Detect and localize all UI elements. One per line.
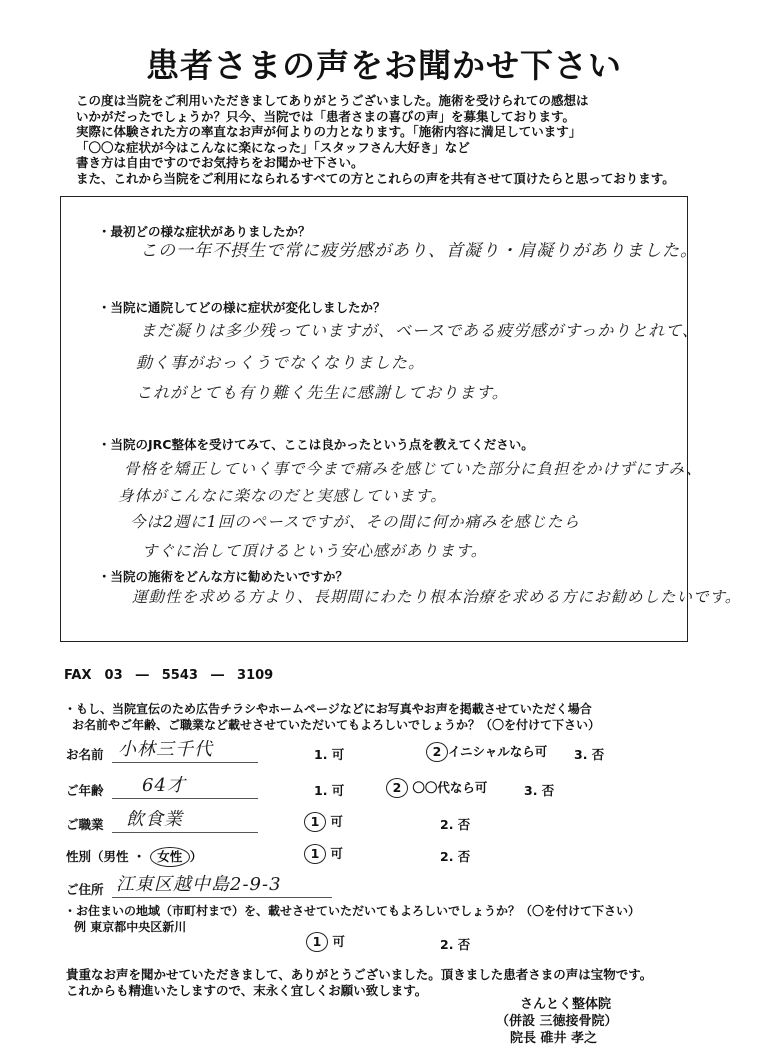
job-label: ご職業 (66, 817, 104, 832)
name-underline (112, 762, 258, 763)
intro-line: また、これから当院をご利用になられるすべての方とこれらの声を共有させて頂けたらと思っております。 (76, 170, 675, 186)
age-option-1[interactable]: 1. 可 (314, 783, 345, 798)
name-label: お名前 (66, 747, 104, 762)
gender-option-2[interactable]: 2. 否 (440, 849, 471, 864)
answer-4-line-1: 運動性を求める方より、長期間にわたり根本治療を求める方にお勧めしたいです。 (132, 588, 742, 606)
intro-line: 書き方は自由ですのでお気持ちをお聞かせ下さい。 (76, 155, 364, 171)
name-option-2[interactable] (426, 742, 547, 762)
intro-line: この度は当院をご利用いただきましてありがとうございました。施術を受けられての感想は (76, 93, 589, 108)
answer-3-line-1: 骨格を矯正していく事で今まで痛みを感じていた部分に負担をかけずにすみ、 (124, 460, 703, 478)
gender-close: ） (189, 849, 203, 864)
age-option-2[interactable] (386, 778, 487, 798)
intro-line: いかがだったでしょうか？只今、当院では「患者さまの喜びの声」を募集しております。 (76, 108, 576, 124)
answer-2-line-1: まだ凝りは多少残っていますが、ベースである疲労感がすっかりとれて、 (140, 321, 699, 340)
name-option-1[interactable]: 1. 可 (314, 747, 345, 762)
question-2-label: ・当院に通院してどの様に症状が変化しましたか？ (98, 300, 386, 315)
gender-option-1-text: 可 (330, 846, 343, 861)
region-example-value: 東京都中央区新川 (90, 920, 187, 934)
answer-3-line-4: すぐに治して頂けるという安心感があります。 (142, 542, 488, 560)
footer-line-1: 貴重なお声を聞かせていただきまして、ありがとうございました。頂きました患者さまの声は宝物です。 (66, 967, 653, 982)
name-value: 小林三千代 (118, 739, 213, 760)
consent-line-1: ・もし、当院宣伝のため広告チラシやホームページなどにお写真やお声を掲載させていただく場合 (64, 702, 592, 716)
age-underline (112, 798, 258, 799)
region-example-label: 例 (74, 920, 87, 934)
answer-2-line-3: これがとても有り難く先生に感謝しております。 (136, 383, 509, 402)
job-option-2[interactable]: 2. 否 (440, 817, 471, 832)
clinic-name: さんとく整体院 (520, 997, 612, 1012)
address-value: 江東区越中島2-9-3 (116, 874, 282, 895)
page-title: 患者さまの声をお聞かせ下さい (146, 46, 622, 85)
answer-3-line-3: 今は2週に1回のペースですが、その間に何か痛みを感じたら (130, 513, 580, 531)
age-option-3[interactable]: 3. 否 (524, 783, 555, 798)
question-4-label: ・当院の施術をどんな方に勧めたいですか？ (98, 569, 349, 584)
consent-line-2: お名前やご年齢、ご職業など載せさせていただいてもよろしいでしょうか？（〇を付けて下さい） (72, 718, 601, 732)
intro-line: 実際に体験された方の率直なお声が何よりの力となります。「施術内容に満足しています」 (76, 124, 582, 140)
gender-open: （男性 ・ (91, 849, 150, 864)
name-option-3[interactable]: 3. 否 (574, 747, 605, 762)
age-value: 64才 (142, 775, 186, 796)
intro-text (76, 93, 675, 187)
question-3-label: ・当院のJRC整体を受けてみて、ここは良かったという点を教えてください。 (98, 437, 534, 452)
question-1-label: ・最初どの様な症状がありましたか？ (98, 224, 311, 239)
name-option-2-text: イニシャルなら可 (448, 744, 548, 759)
job-option-1-text: 可 (330, 814, 343, 829)
age-option-2-text: 〇〇代なら可 (412, 780, 488, 795)
region-option-1-text: 可 (332, 934, 345, 949)
region-option-1[interactable] (306, 932, 345, 952)
gender-option-1[interactable] (304, 844, 343, 864)
intro-line: 「〇〇な症状が今はこんなに楽になった」「スタッフさん大好き」など (76, 139, 470, 155)
job-underline (112, 832, 258, 833)
address-label: ご住所 (66, 882, 104, 897)
region-option-2[interactable]: 2. 否 (440, 937, 471, 952)
gender-label (66, 847, 202, 867)
selected-circle: 1 (306, 932, 328, 952)
answer-3-line-2: 身体がこんなに楽なのだと実感しています。 (118, 487, 447, 505)
director-name: 院長 碓井 孝之 (510, 1031, 598, 1046)
gender-female-circled[interactable]: 女性 (150, 847, 190, 867)
fax-number (64, 668, 273, 683)
answer-1-line-1: この一年不摂生で常に疲労感があり、首凝り・肩凝りがありました。 (140, 241, 698, 261)
region-question: ・お住まいの地域（市町村まで）を、載せさせていただいてもよろしいでしょうか？（〇を付けて下さい） (64, 904, 641, 918)
fax-digits: 03 ― 5543 ― 3109 (104, 668, 274, 683)
age-label: ご年齢 (66, 783, 104, 798)
selected-circle: 1 (304, 844, 326, 864)
selected-circle: 2 (426, 742, 448, 762)
gender-label-text: 性別 (66, 849, 92, 864)
region-example (74, 918, 186, 935)
answer-2-line-2: 動く事がおっくうでなくなりました。 (136, 353, 426, 372)
clinic-sub: （併設 三徳接骨院） (496, 1014, 618, 1029)
fax-label: FAX (64, 668, 92, 683)
address-underline (112, 897, 332, 898)
selected-circle: 2 (386, 778, 408, 798)
selected-circle: 1 (304, 812, 326, 832)
job-value: 飲食業 (126, 809, 183, 830)
footer-line-2: これからも精進いたしますので、末永く宜しくお願い致します。 (66, 983, 428, 998)
job-option-1[interactable] (304, 812, 343, 832)
